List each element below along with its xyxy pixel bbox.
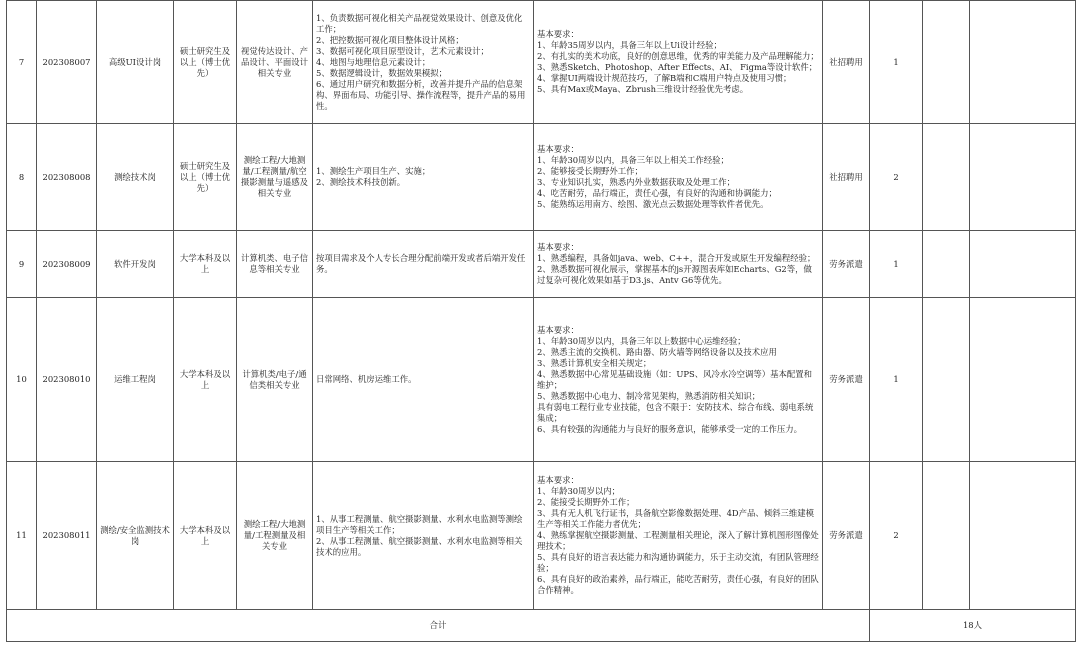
table-row bbox=[7, 298, 1076, 462]
row-number: 8 bbox=[7, 124, 37, 231]
education-requirement: 硕士研究生及以上（博士优先） bbox=[174, 124, 237, 231]
headcount: 1 bbox=[870, 1, 923, 124]
position-name: 高级UI设计岗 bbox=[97, 1, 174, 124]
major-requirement: 计算机类/电子/通信类相关专业 bbox=[237, 298, 313, 462]
row-number: 11 bbox=[7, 462, 37, 610]
major-requirement: 视觉传达设计、产品设计、平面设计相关专业 bbox=[237, 1, 313, 124]
recruitment-table bbox=[6, 0, 1076, 642]
job-requirements: 基本要求： 1、年龄35周岁以内，具备三年以上Ui设计经验； 2、有扎实的美术功底，良好的创意思维，优秀的审美能力及产品理解能力； 3、熟悉Sketch、Photoshop、After Effects、AI、 Figma等设计软件； 4、掌握UI两端设计规范技巧，了解B端和C端用户特点及使用习惯； 5、具有Max或Maya、Zbrush三维设计经验优先考虑。 bbox=[534, 1, 823, 124]
empty-cell bbox=[970, 231, 1076, 298]
job-requirements: 基本要求： 1、年龄30周岁以内，具备三年以上相关工作经验； 2、能够接受长期野外工作； 3、专业知识扎实，熟悉内外业数据获取及处理工作； 4、吃苦耐劳，品行端正，责任心强，有良好的沟通和协调能力； 5、能熟练运用南方、绘图、激光点云数据处理等软件者优先。 bbox=[534, 124, 823, 231]
job-requirements: 基本要求： 1、年龄30周岁以内； 2、能接受长期野外工作； 3、具有无人机飞行证书，具备航空影像数据处理、4D产品、倾斜三维建模生产等相关工作能力者优先； 4、熟练掌握航空摄影测量、工程测量相关理论，深入了解计算机图形图像处理技术； 5、具有良好的语言表达能力和沟通协调能力，乐于主动交流，有团队管理经验； 6、具有良好的政治素养，品行端正，能吃苦耐劳，责任心强，有良好的团队合作精神。 bbox=[534, 462, 823, 610]
employment-method: 社招聘用 bbox=[823, 124, 870, 231]
position-name: 测绘技术岗 bbox=[97, 124, 174, 231]
position-code: 202308010 bbox=[37, 298, 97, 462]
job-requirements: 基本要求： 1、年龄30周岁以内，具备三年以上数据中心运维经验； 2、熟悉主流的交换机、路由器、防火墙等网络设备以及技术应用 3、熟悉计算机安全相关规定； 4、熟悉数据中心常见基础设施（如：UPS、风冷水冷空调等）基本配置和维护； 5、熟悉数据中心电力、制冷常见架构，熟悉消防相关知识； 具有弱电工程行业专业技能，包含不限于：安防技术、综合布线、弱电系统集成； 6、具有较强的沟通能力与良好的服务意识，能够承受一定的工作压力。 bbox=[534, 298, 823, 462]
empty-cell bbox=[970, 298, 1076, 462]
major-requirement: 测绘工程/大地测量/工程测量/航空摄影测量与遥感及相关专业 bbox=[237, 124, 313, 231]
empty-cell bbox=[923, 1, 970, 124]
total-count: 18人 bbox=[870, 610, 1076, 642]
position-code: 202308009 bbox=[37, 231, 97, 298]
education-requirement: 大学本科及以上 bbox=[174, 231, 237, 298]
position-code: 202308008 bbox=[37, 124, 97, 231]
education-requirement: 硕士研究生及以上（博士优先） bbox=[174, 1, 237, 124]
empty-cell bbox=[923, 462, 970, 610]
employment-method: 社招聘用 bbox=[823, 1, 870, 124]
major-requirement: 计算机类、电子信息等相关专业 bbox=[237, 231, 313, 298]
empty-cell bbox=[923, 231, 970, 298]
row-number: 7 bbox=[7, 1, 37, 124]
headcount: 1 bbox=[870, 298, 923, 462]
job-duties: 按项目需求及个人专长合理分配前端开发或者后端开发任务。 bbox=[313, 231, 534, 298]
job-duties: 1、负责数据可视化相关产品视觉效果设计、创意及优化工作； 2、把控数据可视化项目整体设计风格； 3、数据可视化项目原型设计，艺术元素设计； 4、地图与地理信息元素设计； 5、数据逻辑设计，数据效果模拟； 6、通过用户研究和数据分析，改善并提升产品的信息架构、界面布局、功能引导、操作流程等，提升产品的易用性。 bbox=[313, 1, 534, 124]
job-duties: 日常网络、机房运维工作。 bbox=[313, 298, 534, 462]
row-number: 9 bbox=[7, 231, 37, 298]
job-duties: 1、从事工程测量、航空摄影测量、水利水电监测等测绘项目生产等相关工作； 2、从事工程测量、航空摄影测量、水利水电监测等相关技术的应用。 bbox=[313, 462, 534, 610]
headcount: 2 bbox=[870, 462, 923, 610]
major-requirement: 测绘工程/大地测量/工程测量及相关专业 bbox=[237, 462, 313, 610]
table-row bbox=[7, 124, 1076, 231]
headcount: 2 bbox=[870, 124, 923, 231]
education-requirement: 大学本科及以上 bbox=[174, 298, 237, 462]
employment-method: 劳务派遣 bbox=[823, 298, 870, 462]
position-code: 202308007 bbox=[37, 1, 97, 124]
empty-cell bbox=[970, 124, 1076, 231]
empty-cell bbox=[970, 462, 1076, 610]
row-number: 10 bbox=[7, 298, 37, 462]
total-label: 合计 bbox=[7, 610, 870, 642]
headcount: 1 bbox=[870, 231, 923, 298]
empty-cell bbox=[923, 124, 970, 231]
job-duties: 1、测绘生产项目生产、实施； 2、测绘技术科技创新。 bbox=[313, 124, 534, 231]
empty-cell bbox=[923, 298, 970, 462]
position-code: 202308011 bbox=[37, 462, 97, 610]
employment-method: 劳务派遣 bbox=[823, 231, 870, 298]
empty-cell bbox=[970, 1, 1076, 124]
position-name: 软件开发岗 bbox=[97, 231, 174, 298]
total-row bbox=[7, 610, 1076, 642]
education-requirement: 大学本科及以上 bbox=[174, 462, 237, 610]
table-row bbox=[7, 231, 1076, 298]
table-row bbox=[7, 1, 1076, 124]
position-name: 测绘/安全监测技术岗 bbox=[97, 462, 174, 610]
job-requirements: 基本要求： 1、熟悉编程，具备如java、web、C++，混合开发或原生开发编程经验； 2、熟悉数据可视化展示，掌握基本的js开源图表库如Echarts、G2等，做过复杂可视化效果如基于D3.js、Antv G6等优先。 bbox=[534, 231, 823, 298]
employment-method: 劳务派遣 bbox=[823, 462, 870, 610]
position-name: 运维工程岗 bbox=[97, 298, 174, 462]
table-row bbox=[7, 462, 1076, 610]
